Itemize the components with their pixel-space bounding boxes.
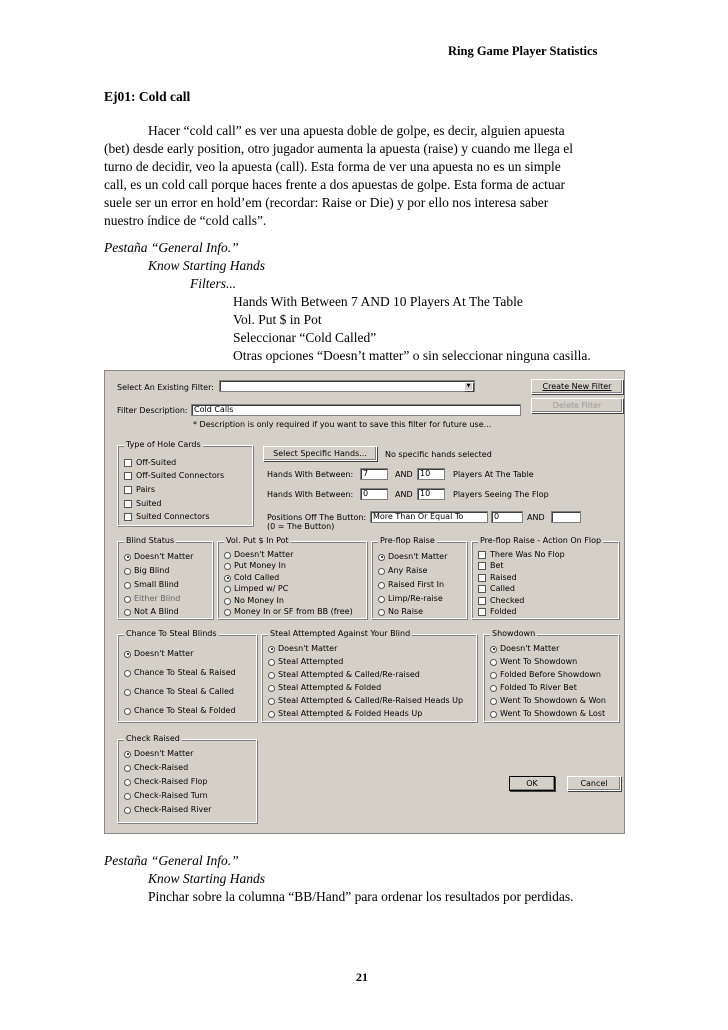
table-min-select[interactable]: 7 xyxy=(360,468,388,480)
group-legend: Check Raised xyxy=(126,734,180,743)
step-item: Vol. Put $ in Pot xyxy=(233,312,322,327)
select-filter-dropdown[interactable] xyxy=(219,380,475,392)
hole-cards-group xyxy=(117,440,253,526)
ok-button[interactable]: OK xyxy=(509,776,555,791)
paragraph-line: Hacer “cold call” es ver una apuesta doble de golpe, es decir, alguien apuesta xyxy=(148,123,565,138)
blind-status-group xyxy=(117,536,213,619)
radio-cr-river[interactable]: Check-Raised River xyxy=(124,805,211,815)
select-hands-button[interactable]: Select Specific Hands... xyxy=(263,446,377,461)
radio-pfr-doesnt-matter[interactable]: Doesn't Matter xyxy=(378,552,447,562)
checkbox-no-flop[interactable]: There Was No Flop xyxy=(478,550,565,560)
checkbox-folded[interactable]: Folded xyxy=(478,607,517,617)
delete-filter-button[interactable]: Delete Filter xyxy=(531,398,623,413)
checkbox-pairs[interactable]: Pairs xyxy=(124,485,155,495)
group-legend: Pre-flop Raise - Action On Flop xyxy=(480,536,602,545)
table-max-select[interactable]: 10 xyxy=(417,468,445,480)
flop-max-select[interactable]: 10 xyxy=(417,488,445,500)
players-table-label: Players At The Table xyxy=(453,470,534,479)
positions-label: Positions Off The Button: xyxy=(267,513,367,522)
radio-sd-won[interactable]: Went To Showdown & Won xyxy=(490,696,606,706)
radio-steal-doesnt-matter[interactable]: Doesn't Matter xyxy=(124,649,193,659)
checkbox-called[interactable]: Called xyxy=(478,584,515,594)
vpip-group xyxy=(217,536,367,619)
radio-sd-doesnt-matter[interactable]: Doesn't Matter xyxy=(490,644,559,654)
sub-instruction: Know Starting Hands xyxy=(148,871,266,886)
cancel-button[interactable]: Cancel xyxy=(567,776,621,791)
radio-money-in-or-sf[interactable]: Money In or SF from BB (free) xyxy=(224,607,353,617)
radio-limped[interactable]: Limped w/ PC xyxy=(224,584,288,594)
radio-sa-doesnt-matter[interactable]: Doesn't Matter xyxy=(268,644,337,654)
radio-sd-lost[interactable]: Went To Showdown & Lost xyxy=(490,709,605,719)
tab-instruction: Pestaña “General Info.” xyxy=(104,240,239,255)
group-legend: Type of Hole Cards xyxy=(126,440,201,449)
players-flop-label: Players Seeing The Flop xyxy=(453,490,549,499)
step-item: Seleccionar “Cold Called” xyxy=(233,330,377,345)
radio-sa-called-hu[interactable]: Steal Attempted & Called/Re-Raised Heads Up xyxy=(268,696,463,706)
checkbox-off-suited[interactable]: Off-Suited xyxy=(124,458,176,468)
radio-sa-called[interactable]: Steal Attempted & Called/Re-raised xyxy=(268,670,420,680)
flop-min-select[interactable]: 0 xyxy=(360,488,388,500)
radio-big-blind[interactable]: Big Blind xyxy=(124,566,169,576)
hands-between-label: Hands With Between: xyxy=(267,470,354,479)
sub-instruction: Know Starting Hands xyxy=(148,258,266,273)
radio-either-blind[interactable]: Either Blind xyxy=(124,594,180,604)
paragraph-line: suele ser un error en hold’em (recordar: Raise or Die) y por ello nos interesa saber xyxy=(104,195,549,210)
chevron-down-icon[interactable]: ▼ xyxy=(464,382,473,391)
radio-any-raise[interactable]: Any Raise xyxy=(378,566,427,576)
group-legend: Pre-flop Raise xyxy=(380,536,435,545)
checkbox-suited-connectors[interactable]: Suited Connectors xyxy=(124,512,209,522)
radio-cr-doesnt-matter[interactable]: Doesn't Matter xyxy=(124,749,193,759)
description-label: Filter Description: xyxy=(117,406,188,415)
group-legend: Blind Status xyxy=(126,536,175,545)
radio-steal-raised[interactable]: Chance To Steal & Raised xyxy=(124,668,236,678)
radio-sa-folded-hu[interactable]: Steal Attempted & Folded Heads Up xyxy=(268,709,422,719)
radio-cr-flop[interactable]: Check-Raised Flop xyxy=(124,777,208,787)
step-item: Otras opciones “Doesn’t matter” o sin seleccionar ninguna casilla. xyxy=(233,348,591,363)
group-legend: Showdown xyxy=(492,629,536,638)
filters-instruction: Filters... xyxy=(190,276,237,291)
radio-steal-folded[interactable]: Chance To Steal & Folded xyxy=(124,706,236,716)
section-heading: Ej01: Cold call xyxy=(104,89,191,104)
checkbox-off-suited-connectors[interactable]: Off-Suited Connectors xyxy=(124,471,224,481)
paragraph-line: nuestro índice de “cold calls”. xyxy=(104,213,267,228)
radio-check-raised[interactable]: Check-Raised xyxy=(124,763,188,773)
create-filter-button[interactable]: Create New Filter xyxy=(531,379,623,394)
radio-cold-called[interactable]: Cold Called xyxy=(224,573,279,583)
paragraph-line: turno de decidir, veo la apuesta (call). Esta forma de ver una apuesta no es un simple xyxy=(104,159,561,174)
radio-vpip-doesnt-matter[interactable]: Doesn't Matter xyxy=(224,550,293,560)
positions-value-select[interactable]: 0 xyxy=(491,511,523,523)
positions-sub: (0 = The Button) xyxy=(267,522,335,531)
radio-raised-first-in[interactable]: Raised First In xyxy=(378,580,444,590)
no-hands-text: No specific hands selected xyxy=(385,450,492,459)
step-item: Hands With Between 7 AND 10 Players At The Table xyxy=(233,294,523,309)
radio-blind-doesnt-matter[interactable]: Doesn't Matter xyxy=(124,552,193,562)
paragraph-line: call, es un cold call porque haces frente a dos apuestas de golpe. Esta forma de actuar xyxy=(104,177,566,192)
radio-no-money-in[interactable]: No Money In xyxy=(224,596,284,606)
step-item: Pinchar sobre la columna “BB/Hand” para ordenar los resultados por perdidas. xyxy=(148,889,574,904)
positions-value2-select[interactable] xyxy=(551,511,581,523)
radio-steal-called[interactable]: Chance To Steal & Called xyxy=(124,687,234,697)
radio-cr-turn[interactable]: Check-Raised Turn xyxy=(124,791,208,801)
and-label: AND xyxy=(395,470,413,479)
radio-no-raise[interactable]: No Raise xyxy=(378,607,423,617)
hands-between-label: Hands With Between: xyxy=(267,490,354,499)
radio-went-to-showdown[interactable]: Went To Showdown xyxy=(490,657,577,667)
steal-against-group xyxy=(261,629,477,722)
radio-folded-before-sd[interactable]: Folded Before Showdown xyxy=(490,670,601,680)
checkbox-raised[interactable]: Raised xyxy=(478,573,517,583)
radio-limp-reraise[interactable]: Limp/Re-raise xyxy=(378,594,443,604)
checkbox-checked[interactable]: Checked xyxy=(478,596,524,606)
check-raised-group xyxy=(117,734,257,823)
action-on-flop-group xyxy=(471,536,619,619)
running-header: Ring Game Player Statistics xyxy=(448,44,598,58)
checkbox-suited[interactable]: Suited xyxy=(124,499,162,509)
and-label: AND xyxy=(395,490,413,499)
radio-folded-river-bet[interactable]: Folded To River Bet xyxy=(490,683,577,693)
page-number: 21 xyxy=(356,970,368,984)
paragraph-line: (bet) desde early position, otro jugador aumenta la apuesta (raise) y cuando me llega el xyxy=(104,141,573,156)
filter-dialog xyxy=(104,370,625,834)
positions-and-label: AND xyxy=(527,513,545,522)
description-note: * Description is only required if you want to save this filter for future use... xyxy=(193,420,492,429)
steal-group xyxy=(117,629,257,722)
radio-sa-attempted[interactable]: Steal Attempted xyxy=(268,657,343,667)
select-filter-label: Select An Existing Filter: xyxy=(117,383,214,392)
radio-sa-folded[interactable]: Steal Attempted & Folded xyxy=(268,683,381,693)
description-input[interactable]: Cold Calls xyxy=(191,404,521,416)
preflop-raise-group xyxy=(371,536,467,619)
group-legend: Vol. Put $ In Pot xyxy=(226,536,289,545)
showdown-group xyxy=(483,629,619,722)
tab-instruction: Pestaña “General Info.” xyxy=(104,853,239,868)
radio-small-blind[interactable]: Small Blind xyxy=(124,580,179,590)
positions-operator-select[interactable]: More Than Or Equal To xyxy=(370,511,488,523)
radio-not-a-blind[interactable]: Not A Blind xyxy=(124,607,179,617)
checkbox-bet[interactable]: Bet xyxy=(478,561,504,571)
radio-put-money-in[interactable]: Put Money In xyxy=(224,561,286,571)
group-legend: Steal Attempted Against Your Blind xyxy=(270,629,411,638)
group-legend: Chance To Steal Blinds xyxy=(126,629,217,638)
